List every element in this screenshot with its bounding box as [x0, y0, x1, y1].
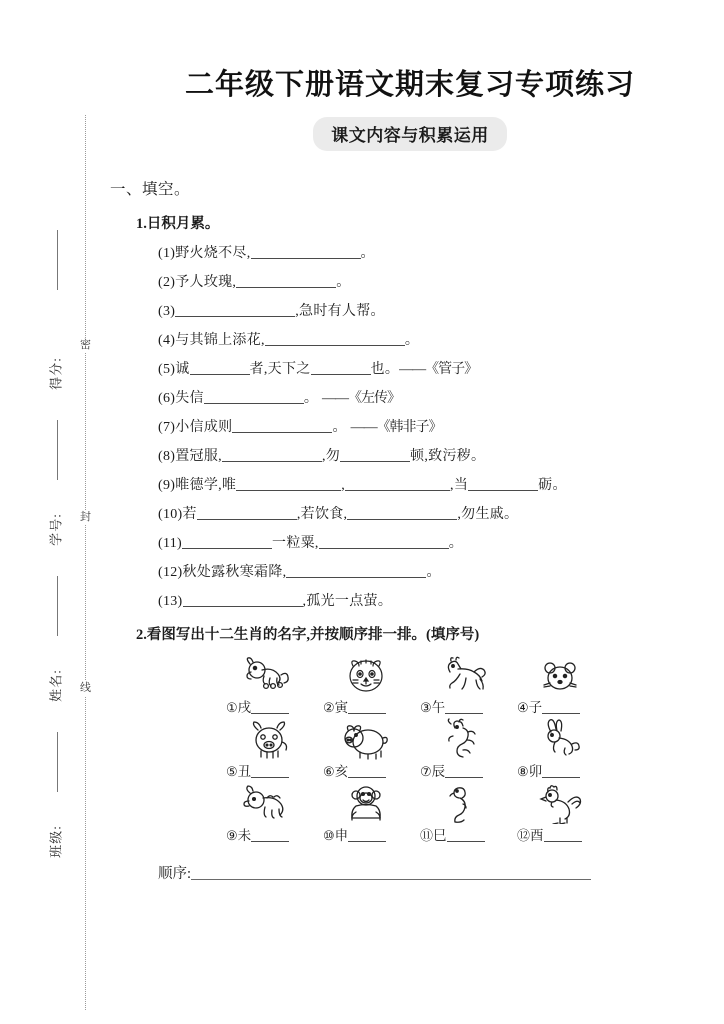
zodiac-label-4: [511, 696, 608, 716]
zodiac-blank-8[interactable]: [542, 764, 580, 778]
fill-item-8: [158, 445, 710, 465]
item-11-blank-b[interactable]: [319, 534, 449, 549]
item-5-post: 也。: [370, 362, 400, 377]
item-2-post: 。: [336, 275, 351, 290]
zodiac-cell-1: [220, 654, 317, 716]
zodiac-label-6: [317, 760, 414, 780]
zodiac-char-10: 申: [334, 828, 349, 843]
fill-item-11: [158, 532, 710, 552]
zodiac-num-7: ⑦: [420, 764, 432, 779]
zodiac-blank-1[interactable]: [251, 700, 289, 714]
monkey-icon: [317, 782, 414, 824]
zodiac-blank-9[interactable]: [251, 828, 289, 842]
margin-label-student-id: 学号:: [48, 513, 64, 546]
item-4-number: (4): [158, 333, 176, 348]
question-1-heading: 1.日积月累。: [136, 216, 220, 232]
item-5-number: (5): [158, 362, 176, 377]
zodiac-char-6: 亥: [334, 764, 349, 779]
item-8-blank-b[interactable]: [340, 447, 410, 462]
zodiac-char-8: 卯: [528, 764, 543, 779]
item-13-post: ,孤光一点萤。: [302, 594, 393, 609]
item-8-number: (8): [158, 449, 176, 464]
zodiac-label-12: [511, 824, 608, 844]
item-1-post: 。: [360, 246, 375, 261]
item-6-blank[interactable]: [204, 389, 304, 404]
margin-rule-segment-1: [57, 230, 58, 290]
item-7-blank[interactable]: [232, 418, 332, 433]
rat-icon: [511, 654, 608, 696]
item-2-number: (2): [158, 275, 176, 290]
zodiac-label-10: [317, 824, 414, 844]
zodiac-blank-7[interactable]: [445, 764, 483, 778]
zodiac-cell-12: [511, 782, 608, 844]
zodiac-grid: [220, 654, 610, 844]
zodiac-label-11: [414, 824, 511, 844]
dragon-icon: [414, 718, 511, 760]
margin-label-class: 班级:: [48, 825, 64, 858]
zodiac-cell-9: [220, 782, 317, 844]
zodiac-num-11: ⑪: [420, 828, 434, 843]
rooster-icon: [511, 782, 608, 824]
zodiac-blank-2[interactable]: [348, 700, 386, 714]
zodiac-char-11: 巳: [433, 828, 447, 843]
order-answer-line: [158, 862, 710, 883]
zodiac-num-3: ③: [420, 700, 432, 715]
item-8-post: 顿,致污秽。: [410, 449, 486, 464]
fill-item-12: [158, 561, 710, 581]
fill-item-9: [158, 474, 710, 494]
zodiac-num-2: ②: [323, 700, 335, 715]
fill-item-6: [158, 387, 710, 407]
item-4-pre: 与其锦上添花,: [175, 333, 265, 348]
item-5-blank-b[interactable]: [311, 360, 371, 375]
item-5-mid: 者,天下之: [249, 362, 311, 377]
fill-item-3: [158, 300, 710, 320]
question-2-heading: 2.看图写出十二生肖的名字,并按顺序排一排。(填序号): [136, 627, 480, 643]
order-blank[interactable]: [191, 865, 591, 880]
item-9-blank-c[interactable]: [468, 476, 538, 491]
zodiac-label-9: [220, 824, 317, 844]
zodiac-cell-6: [317, 718, 414, 780]
zodiac-blank-11[interactable]: [447, 828, 485, 842]
zodiac-blank-10[interactable]: [348, 828, 386, 842]
item-8-blank-a[interactable]: [222, 447, 322, 462]
item-13-number: (13): [158, 594, 183, 609]
zodiac-num-6: ⑥: [323, 764, 335, 779]
item-12-blank[interactable]: [286, 563, 426, 578]
rabbit-icon: [511, 718, 608, 760]
fill-item-10: [158, 503, 710, 523]
item-3-post: ,急时有人帮。: [295, 304, 385, 319]
item-7-source: ——《韩非子》: [350, 420, 442, 435]
section-heading: 一、填空。: [110, 181, 191, 198]
zodiac-char-9: 未: [237, 828, 252, 843]
item-10-blank-a[interactable]: [197, 505, 297, 520]
zodiac-row-1: [220, 654, 610, 716]
item-6-pre: 失信: [175, 391, 204, 406]
item-5-source: ——《管子》: [399, 362, 478, 377]
seal-dotted-line: [85, 115, 86, 1010]
item-6-post: 。: [303, 391, 319, 406]
item-6-number: (6): [158, 391, 176, 406]
zodiac-num-10: ⑩: [323, 828, 335, 843]
item-11-blank-a[interactable]: [182, 534, 272, 549]
zodiac-char-12: 酉: [530, 828, 544, 843]
item-9-pre: 唯德学,唯: [175, 478, 237, 493]
zodiac-label-5: [220, 760, 317, 780]
zodiac-cell-10: [317, 782, 414, 844]
item-9-post: 砺。: [538, 478, 567, 493]
zodiac-char-7: 辰: [431, 764, 446, 779]
zodiac-num-12: ⑫: [517, 828, 531, 843]
item-2-pre: 予人玫瑰,: [175, 275, 237, 290]
zodiac-num-1: ①: [226, 700, 238, 715]
zodiac-label-1: [220, 696, 317, 716]
zodiac-label-7: [414, 760, 511, 780]
fill-item-7: [158, 416, 710, 436]
fill-item-1: [158, 242, 710, 262]
tiger-icon: [317, 654, 414, 696]
worksheet-content: [110, 0, 710, 1024]
item-7-pre: 小信成则: [175, 420, 233, 435]
item-3-number: (3): [158, 304, 176, 319]
zodiac-char-4: 子: [528, 700, 543, 715]
item-9-number: (9): [158, 478, 176, 493]
snake-icon: [414, 782, 511, 824]
zodiac-row-3: [220, 782, 610, 844]
item-4-post: 。: [404, 333, 420, 348]
item-10-number: (10): [158, 507, 183, 522]
fill-item-2: [158, 271, 710, 291]
zodiac-label-2: [317, 696, 414, 716]
item-12-pre: 秋处露秋寒霜降,: [182, 565, 287, 580]
item-11-mid: 一粒粟,: [272, 536, 319, 551]
zodiac-char-5: 丑: [237, 764, 252, 779]
zodiac-label-8: [511, 760, 608, 780]
order-label: 顺序:: [158, 866, 192, 882]
item-11-number: (11): [158, 536, 183, 551]
zodiac-cell-7: [414, 718, 511, 780]
item-5-pre: 诚: [175, 362, 190, 377]
item-13-blank[interactable]: [183, 592, 303, 607]
zodiac-cell-2: [317, 654, 414, 716]
item-12-post: 。: [426, 565, 441, 580]
zodiac-blank-3[interactable]: [445, 700, 483, 714]
margin-label-name: 姓名:: [48, 669, 64, 702]
zodiac-cell-8: [511, 718, 608, 780]
seal-char-feng: 封: [77, 510, 94, 525]
zodiac-blank-4[interactable]: [542, 700, 580, 714]
pig-icon: [317, 718, 414, 760]
fill-item-4: [158, 329, 710, 349]
item-4-blank[interactable]: [265, 331, 405, 346]
item-10-post: ,勿生戚。: [457, 507, 519, 522]
zodiac-num-9: ⑨: [226, 828, 238, 843]
subtitle-container: [110, 117, 710, 151]
goat-icon: [220, 782, 317, 824]
item-1-number: (1): [158, 246, 176, 261]
margin-label-score: 得分:: [48, 357, 64, 390]
item-9-mid: ,: [341, 478, 346, 493]
ox-icon: [220, 718, 317, 760]
zodiac-label-3: [414, 696, 511, 716]
zodiac-num-4: ④: [517, 700, 529, 715]
item-7-number: (7): [158, 420, 176, 435]
item-10-mid: ,若饮食,: [296, 507, 348, 522]
page-title: 二年级下册语文期末复习专项练习: [184, 69, 635, 101]
seal-char-xian: 线: [77, 681, 94, 696]
item-1-blank[interactable]: [251, 244, 361, 259]
zodiac-num-8: ⑧: [517, 764, 529, 779]
subtitle-badge: 课文内容与积累运用: [313, 117, 507, 151]
item-7-post: 。: [332, 420, 347, 435]
zodiac-blank-12[interactable]: [544, 828, 582, 842]
item-10-pre: 若: [182, 507, 197, 522]
item-9-blank-b[interactable]: [345, 476, 450, 491]
item-5-blank-a[interactable]: [190, 360, 250, 375]
item-12-number: (12): [158, 565, 183, 580]
item-9-blank-a[interactable]: [236, 476, 341, 491]
zodiac-blank-5[interactable]: [251, 764, 289, 778]
exam-margin-strip: [0, 0, 110, 1024]
item-8-pre: 置冠服,: [175, 449, 222, 464]
horse-icon: [414, 654, 511, 696]
item-11-post: 。: [448, 536, 464, 551]
zodiac-cell-4: [511, 654, 608, 716]
item-9-mid2: ,当: [450, 478, 469, 493]
zodiac-blank-6[interactable]: [348, 764, 386, 778]
item-6-source: ——《左传》: [321, 391, 400, 406]
zodiac-char-3: 午: [431, 700, 446, 715]
zodiac-num-5: ⑤: [226, 764, 238, 779]
zodiac-row-2: [220, 718, 610, 780]
zodiac-cell-5: [220, 718, 317, 780]
item-10-blank-b[interactable]: [347, 505, 457, 520]
dog-icon: [220, 654, 317, 696]
zodiac-cell-3: [414, 654, 511, 716]
item-3-blank[interactable]: [175, 302, 295, 317]
zodiac-char-2: 寅: [334, 700, 349, 715]
item-1-pre: 野火烧不尽,: [175, 246, 251, 261]
fill-item-13: [158, 590, 710, 610]
fill-item-5: [158, 358, 710, 378]
zodiac-char-1: 戌: [237, 700, 252, 715]
zodiac-cell-11: [414, 782, 511, 844]
item-8-mid: ,勿: [321, 449, 341, 464]
seal-char-mi: 密: [77, 338, 94, 353]
item-2-blank[interactable]: [236, 273, 336, 288]
